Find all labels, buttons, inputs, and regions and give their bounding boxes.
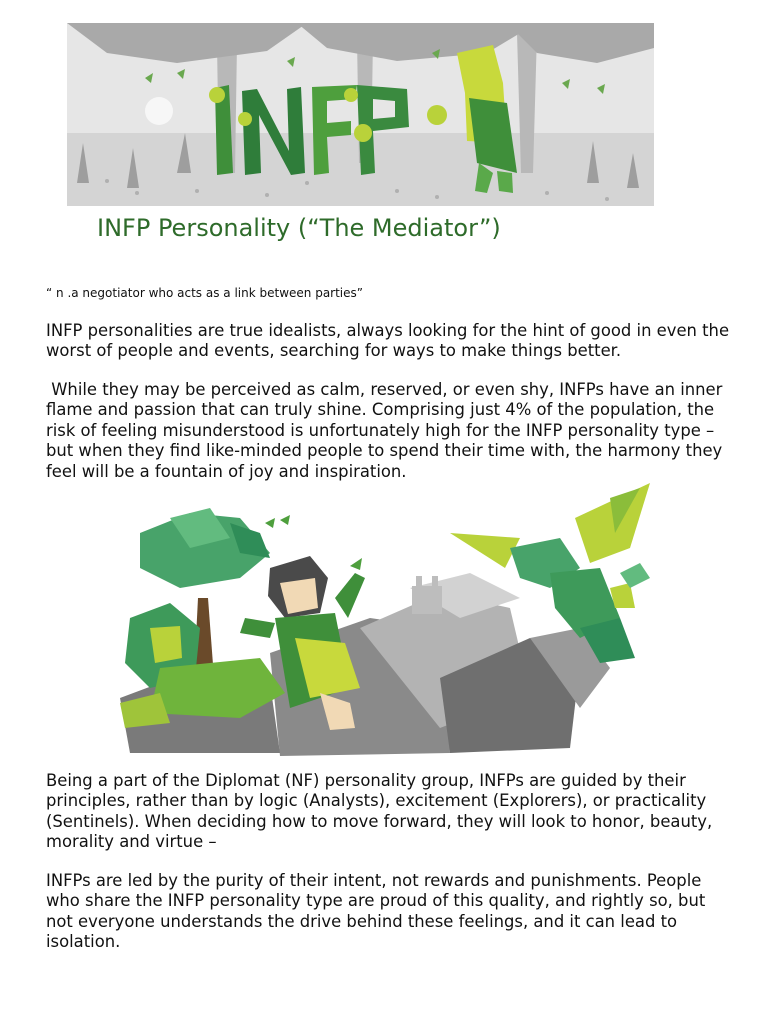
mediator-scene-illustration — [110, 478, 658, 756]
paragraph-purity: INFPs are led by the purity of their intent, not rewards and punishments. People who share the INFP personality type are proud of this quality, and rightly so, but not everyone understands the drive behind these feelings, and it can lead to isolation. — [46, 871, 711, 952]
paragraph-intro: INFP personalities are true idealists, always looking for the hint of good in even the worst of people and events, searching for ways to make things better. — [46, 321, 735, 361]
banner-illustration — [67, 23, 654, 206]
castle-icon — [412, 576, 442, 614]
definition-quote: “ n .a negotiator who acts as a link between parties” — [46, 286, 363, 300]
page-title: INFP Personality (“The Mediator”) — [97, 214, 501, 242]
paragraph-description: While they may be perceived as calm, reserved, or even shy, INFPs have an inner flame and passion that can truly shine. Comprising just 4% of the population, the risk of feeling misunderstood is unfortunately high for the INFP personality type – but when they find like-minded people to spend their time with, the harmony they feel will be a fountain of joy and inspiration. — [46, 380, 728, 481]
paragraph-diplomat: Being a part of the Diplomat (NF) personality group, INFPs are guided by their principles, rather than by logic (Analysts), excitement (Explorers), or practicality (Sentinels). When deciding how to move forward, they will look to honor, beauty, morality and virtue – — [46, 771, 718, 852]
